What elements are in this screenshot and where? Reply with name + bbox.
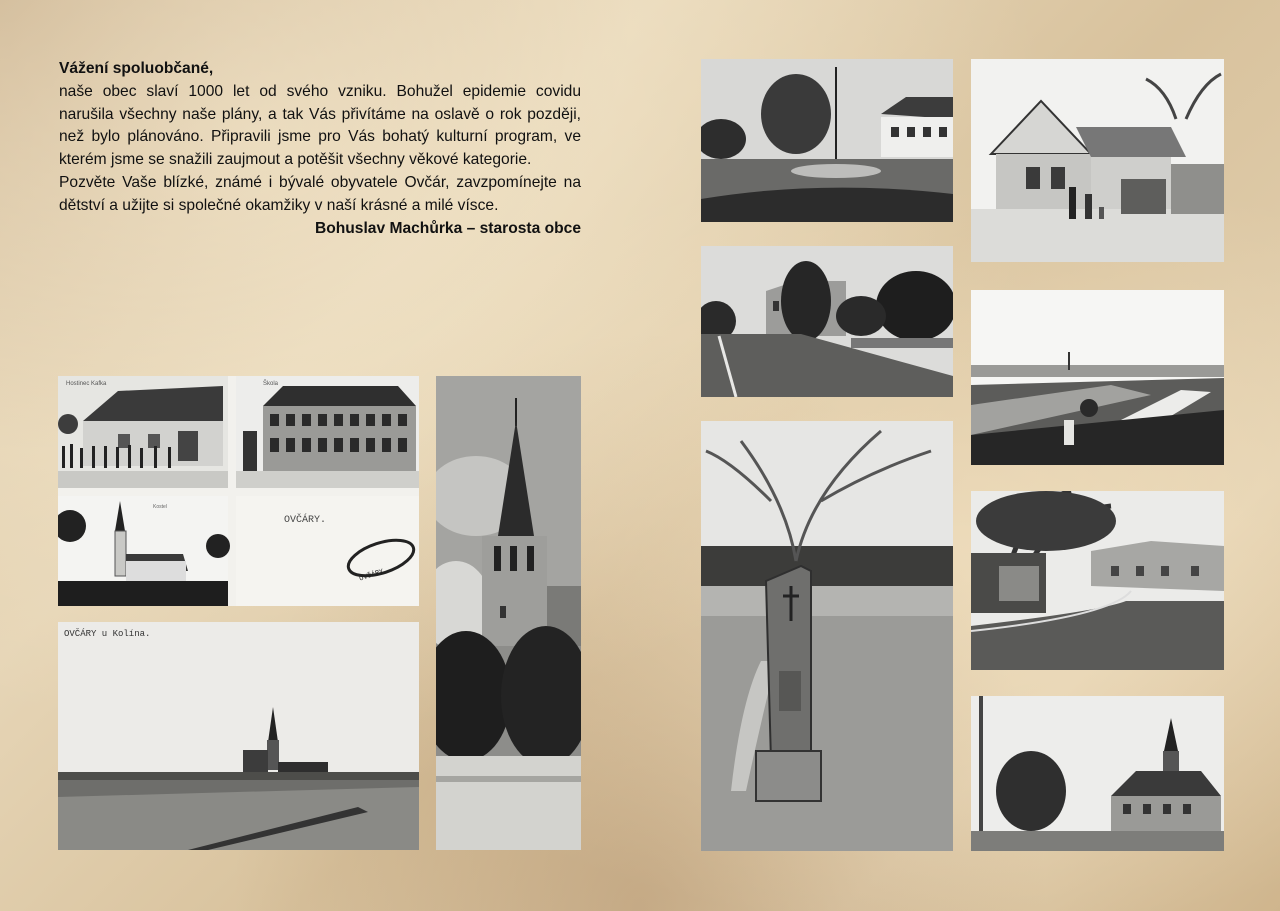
road-school-photo: [701, 246, 953, 397]
old-postcard: [58, 376, 419, 606]
old-house-family-photo: [971, 59, 1224, 262]
welcome-letter: [59, 58, 581, 240]
fields-view-photo: [971, 290, 1224, 465]
letter-paragraph-2: Pozvěte Vaše blízké, známé i bývalé obyvatele Ovčár, zavzpomínejte na dětství a užijte si společné okamžiky v naší krásné a milé vísce.: [59, 173, 581, 214]
church-tower-photo: [436, 376, 581, 850]
letter-paragraph-1: naše obec slaví 1000 let od svého vzniku. Bohužel epidemie covidu narušila všechny naše plány, a tak Vás přivítáme na oslavě o rok později, než bylo plánováno. Připravili jsme pro Vás bohatý kulturní program, ve kterém jsme se snažili zaujmout a potěšit všechny věkové kategorie.: [59, 82, 581, 169]
church-street-photo: [971, 696, 1224, 851]
bus-stop-street-photo: [971, 491, 1224, 670]
caption-shop: Hostinec Kafka: [66, 381, 107, 387]
letter-signature: Bohuslav Machůrka – starosta obce: [314, 219, 581, 237]
postcard-title: OVČÁRY.: [284, 515, 327, 526]
caption-church: Kostel: [153, 504, 167, 510]
panorama-caption: OVČÁRY u Kolína.: [64, 629, 151, 639]
caption-school: Škola: [263, 381, 279, 387]
stone-cross-photo: [701, 421, 953, 851]
postcard-stamp: OVČÁRY: [358, 568, 385, 584]
panorama-postcard: [58, 622, 419, 850]
village-square-photo: [701, 59, 953, 222]
letter-greeting: Vážení spoluobčané,: [59, 60, 214, 77]
